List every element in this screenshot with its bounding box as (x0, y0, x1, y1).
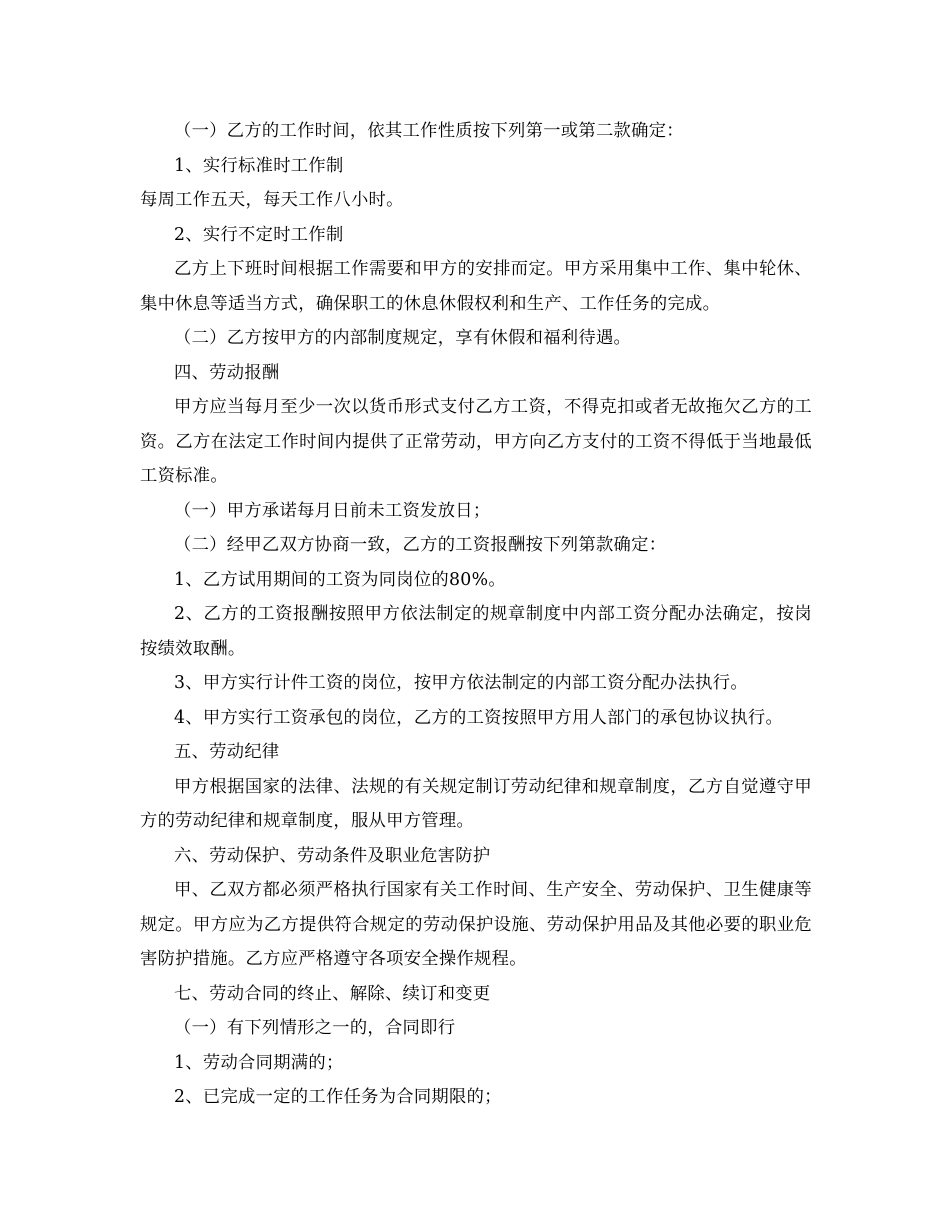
section-heading-protection: 六、劳动保护、劳动条件及职业危害防护 (174, 845, 491, 866)
paragraph-contract-expired: 1、劳动合同期满的； (174, 1052, 344, 1073)
paragraph-monthly-payment: 甲方应当每月至少一次以货币形式支付乙方工资，不得克扣或者无故拖欠乙方的工资。乙方在法定工作时间内提供了正常劳动，甲方向乙方支付的工资不得低于当地最低工资标准。 (140, 397, 812, 486)
paragraph-standard-hours: 1、实行标准时工作制 (174, 155, 344, 176)
paragraph-payday: （一）甲方承诺每月日前未工资发放日； (174, 500, 491, 521)
section-heading-remuneration: 四、劳动报酬 (174, 362, 280, 383)
paragraph-leave-benefits: （二）乙方按甲方的内部制度规定，享有休假和福利待遇。 (174, 328, 632, 348)
paragraph-piece-rate: 3、甲方实行计件工资的岗位，按甲方依法制定的内部工资分配办法执行。 (174, 673, 748, 693)
paragraph-five-days: 每周工作五天，每天工作八小时。 (140, 190, 404, 210)
paragraph-schedule-arrangement: 乙方上下班时间根据工作需要和甲方的安排而定。甲方采用集中工作、集中轮休、集中休息等适当方式，确保职工的休息休假权利和生产、工作任务的完成。 (140, 259, 812, 314)
paragraph-probation-salary: 1、乙方试用期间的工资为同岗位的80%。 (174, 569, 506, 590)
paragraph-safety-rules: 甲、乙双方都必须严格执行国家有关工作时间、生产安全、劳动保护、卫生健康等规定。甲方应为乙方提供符合规定的劳动保护设施、劳动保护用品及其他必要的职业危害防护措施。乙方应严格遵守各项安全操作规程。 (140, 880, 812, 969)
paragraph-flexible-hours: 2、实行不定时工作制 (174, 224, 344, 245)
paragraph-salary-terms: （二）经甲乙双方协商一致，乙方的工资报酬按下列第款确定： (174, 535, 667, 555)
section-heading-termination: 七、劳动合同的终止、解除、续订和变更 (174, 983, 491, 1004)
paragraph-task-completed: 2、已完成一定的工作任务为合同期限的； (174, 1087, 502, 1107)
paragraph-contracted-wages: 4、甲方实行工资承包的岗位，乙方的工资按照甲方用人部门的承包协议执行。 (174, 707, 784, 728)
paragraph-work-hours: （一）乙方的工作时间，依其工作性质按下列第一或第二款确定： (174, 121, 684, 141)
paragraph-termination-conditions: （一）有下列情形之一的，合同即行 (174, 1018, 456, 1038)
paragraph-internal-salary: 2、乙方的工资报酬按照甲方依法制定的规章制度中内部工资分配办法确定，按岗按绩效取酬。 (140, 604, 812, 659)
paragraph-discipline-rules: 甲方根据国家的法律、法规的有关规定制订劳动纪律和规章制度，乙方自觉遵守甲方的劳动纪律和规章制度，服从甲方管理。 (140, 776, 812, 831)
document-body (140, 114, 812, 1115)
section-heading-discipline: 五、劳动纪律 (174, 742, 280, 762)
